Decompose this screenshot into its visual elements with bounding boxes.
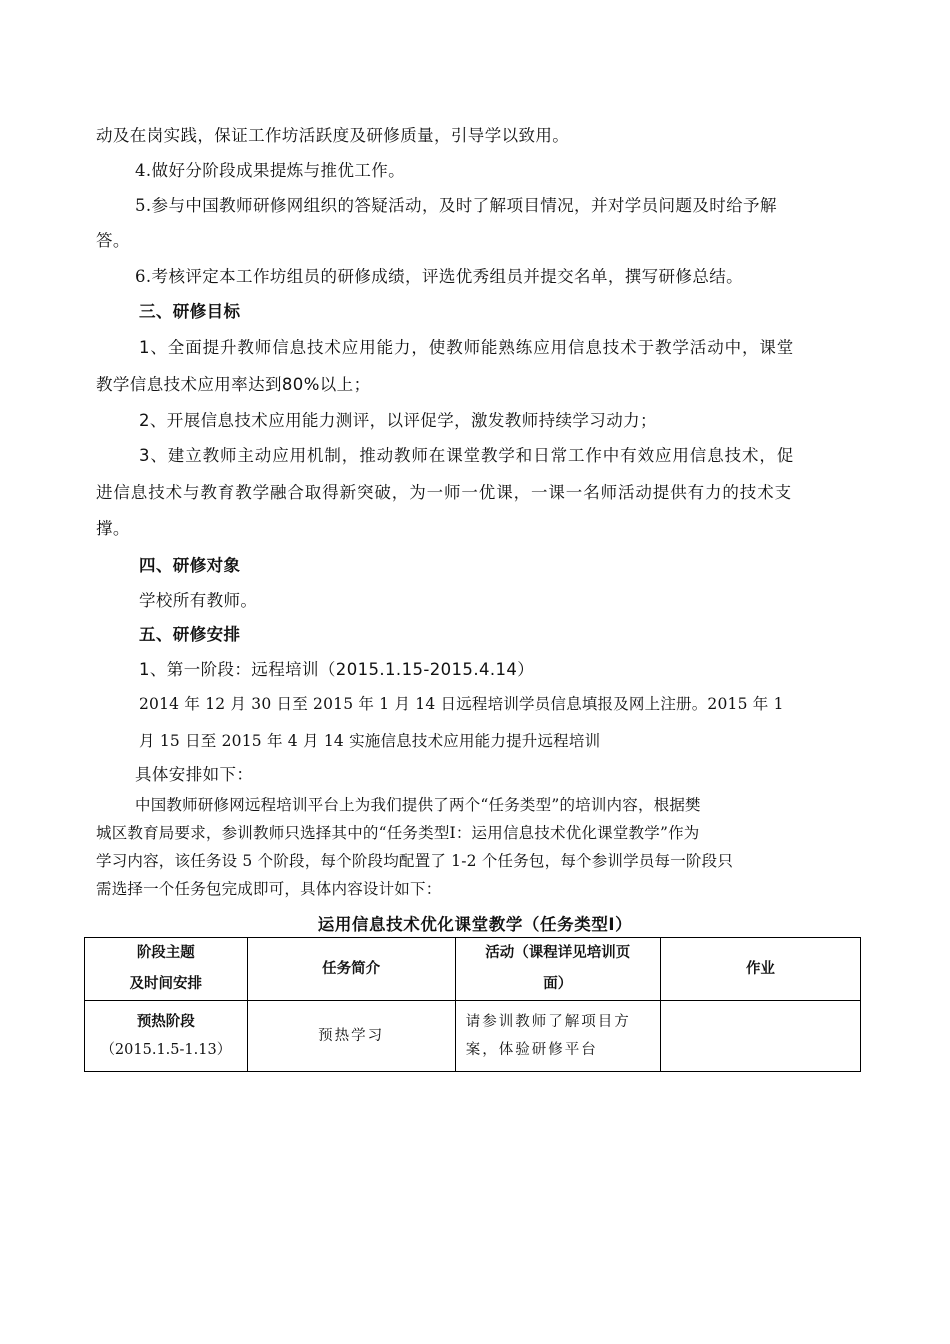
- section-heading: 三、研修目标: [139, 302, 241, 321]
- activity-line1: 请参训教师了解项目方: [465, 1014, 631, 1030]
- paragraph-text: 5.参与中国教师研修网组织的答疑活动，及时了解项目情况，并对学员问题及时给予解: [135, 196, 777, 215]
- activity-line2: 案，体验研修平台: [465, 1042, 598, 1058]
- section-heading: 四、研修对象: [139, 556, 241, 575]
- header-activity: [455, 938, 660, 1001]
- paragraph-text: 教学信息技术应用率达到80%以上；: [96, 375, 371, 394]
- cell-activity: [455, 1001, 660, 1072]
- header-intro: 任务简介: [247, 938, 455, 1001]
- table-header-row: [85, 938, 861, 1001]
- table-caption: 运用信息技术优化课堂教学（任务类型Ⅰ）: [317, 915, 633, 934]
- paragraph-text: 进信息技术与教育教学融合取得新突破，为一师一优课，一课一名师活动提供有力的技术支: [96, 483, 792, 502]
- paragraph-text: 4.做好分阶段成果提炼与推优工作。: [135, 161, 406, 180]
- cell-intro: 预热学习: [247, 1001, 455, 1072]
- paragraph-text: 学校所有教师。: [139, 591, 258, 610]
- paragraph-text: 1、全面提升教师信息技术应用能力，使教师能熟练应用信息技术于教学活动中，课堂: [139, 338, 795, 357]
- paragraph-text: 撑。: [96, 519, 130, 538]
- header-activity-line1: 活动（课程详见培训页: [485, 945, 631, 961]
- paragraph-text: 城区教育局要求，参训教师只选择其中的“任务类型Ⅰ：运用信息技术优化课堂教学”作为: [96, 824, 700, 842]
- header-activity-line2: 面）: [543, 976, 573, 992]
- paragraph-text: 1、第一阶段：远程培训（2015.1.15-2015.4.14）: [139, 660, 535, 679]
- paragraph-text: 需选择一个任务包完成即可，具体内容设计如下：: [96, 880, 442, 898]
- stage-dates: （2015.1.5-1.13）: [100, 1042, 232, 1058]
- paragraph-text: 3、建立教师主动应用机制，推动教师在课堂教学和日常工作中有效应用信息技术，促: [139, 446, 795, 465]
- header-homework: 作业: [660, 938, 860, 1001]
- paragraph-text: 动及在岗实践，保证工作坊活跃度及研修质量，引导学以致用。: [96, 126, 570, 145]
- paragraph-text: 6.考核评定本工作坊组员的研修成绩，评选优秀组员并提交名单，撰写研修总结。: [135, 267, 744, 286]
- paragraph-text: 中国教师研修网远程培训平台上为我们提供了两个“任务类型”的培训内容，根据樊: [135, 796, 701, 814]
- cell-homework: [660, 1001, 860, 1072]
- paragraph-text: 答。: [96, 231, 130, 250]
- paragraph-text: 具体安排如下：: [135, 765, 254, 784]
- header-stage-line1: 阶段主题: [136, 945, 195, 961]
- cell-stage: [85, 1001, 248, 1072]
- paragraph-text: 2、开展信息技术应用能力测评，以评促学，激发教师持续学习动力；: [139, 411, 657, 430]
- schedule-table: [84, 937, 861, 1072]
- header-stage-line2: 及时间安排: [129, 976, 203, 992]
- paragraph-text: 月 15 日至 2015 年 4 月 14 实施信息技术应用能力提升远程培训: [139, 732, 601, 750]
- header-stage: [85, 938, 248, 1001]
- paragraph-text: 学习内容，该任务设 5 个阶段，每个阶段均配置了 1-2 个任务包，每个参训学员每一阶段只: [96, 852, 734, 870]
- table-row: [85, 1001, 861, 1072]
- section-heading: 五、研修安排: [139, 625, 241, 644]
- paragraph-text: 2014 年 12 月 30 日至 2015 年 1 月 14 日远程培训学员信息填报及网上注册。2015 年 1: [139, 695, 784, 713]
- stage-name: 预热阶段: [136, 1014, 195, 1030]
